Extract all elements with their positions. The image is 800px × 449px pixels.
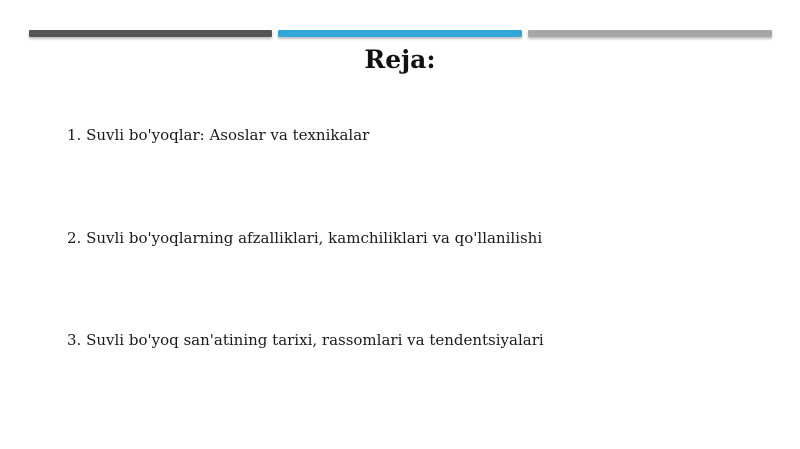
- plan-item: 2. Suvli bo'yoqlarning afzalliklari, kamchiliklari va qo'llanilishi: [67, 229, 543, 247]
- plan-list: [67, 0, 767, 449]
- plan-item: 3. Suvli bo'yoq san'atining tarixi, rassomlari va tendentsiyalari: [67, 331, 544, 349]
- slide-title: Reja:: [364, 45, 436, 74]
- plan-item: 1. Suvli bo'yoqlar: Asoslar va texnikalar: [67, 126, 370, 144]
